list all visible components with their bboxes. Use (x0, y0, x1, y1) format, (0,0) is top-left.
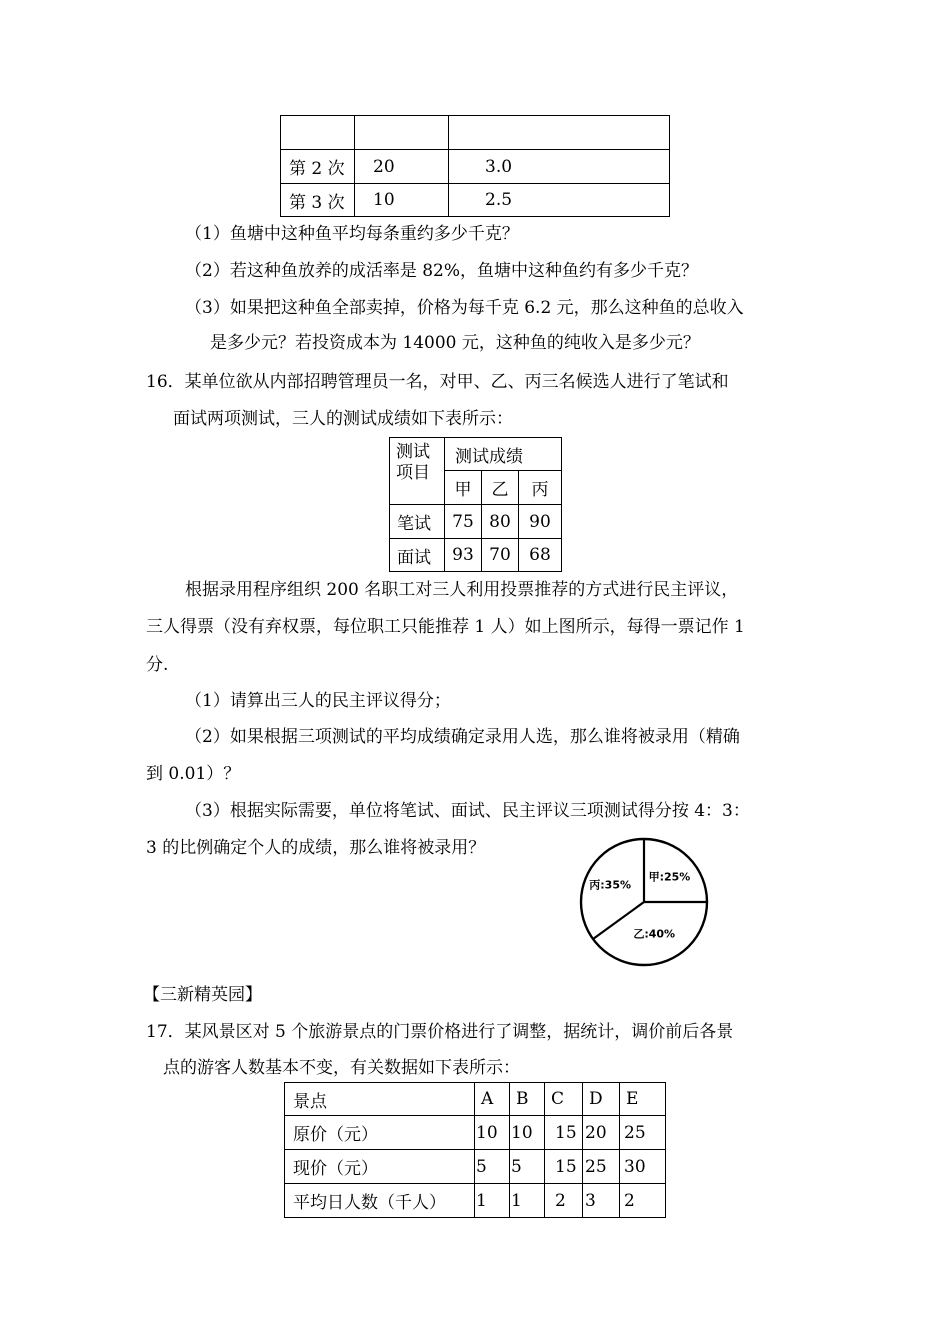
table-cell: D (583, 1083, 620, 1116)
pie-slice-label: 丙:35% (589, 878, 632, 892)
table-cell: 10 (510, 1116, 545, 1150)
table-cell: 20 (355, 150, 449, 184)
table-row (285, 1150, 666, 1184)
q16-part-3-line1: （3）根据实际需要，单位将笔试、面试、民主评议三项测试得分按 4：3： (185, 801, 750, 821)
candidate-header: 甲 (445, 471, 482, 505)
table-cell: 2 (620, 1184, 666, 1218)
table-cell: 20 (583, 1116, 620, 1150)
score-cell: 90 (519, 505, 562, 539)
table-cell (449, 116, 670, 150)
table-cell: A (475, 1083, 510, 1116)
table-cell: 1 (510, 1184, 545, 1218)
q15-part-1: （1）鱼塘中这种鱼平均每条重约多少千克？ (185, 224, 519, 244)
table-cell: 25 (620, 1116, 666, 1150)
table-row (285, 1184, 666, 1218)
table-cell: 5 (510, 1150, 545, 1184)
table-cell: 2 (545, 1184, 583, 1218)
q16-para-line2: 三人得票（没有弃权票，每位职工只能推荐 1 人）如上图所示，每得一票记作 1 (146, 617, 745, 637)
table-cell: 3 (583, 1184, 620, 1218)
q15-part-3-line2: 是多少元？若投资成本为 14000 元，这种鱼的纯收入是多少元？ (210, 333, 700, 353)
table-cell: 3.0 (449, 150, 670, 184)
q16-para-line1: 根据录用程序组织 200 名职工对三人利用投票推荐的方式进行民主评议， (185, 580, 739, 600)
score-cell: 68 (519, 539, 562, 572)
item-label: 面试 (390, 539, 445, 572)
ticket-table (284, 1082, 666, 1218)
table-row (285, 1083, 666, 1116)
q16-part-2-line2: 到 0.01）？ (146, 764, 241, 784)
table-cell: 5 (475, 1150, 510, 1184)
table-row (281, 150, 670, 184)
vote-pie-chart (570, 832, 720, 972)
fish-table (280, 115, 670, 217)
q16-intro-line1: 16．某单位欲从内部招聘管理员一名，对甲、乙、丙三名候选人进行了笔试和 (146, 372, 729, 392)
table-cell: 第 3 次 (281, 184, 355, 217)
table-cell: 原价（元） (285, 1116, 475, 1150)
table-cell: 2.5 (449, 184, 670, 217)
score-cell: 75 (445, 505, 482, 539)
table-row (285, 1116, 666, 1150)
table-cell: 30 (620, 1150, 666, 1184)
table-row (281, 184, 670, 217)
candidate-header: 乙 (482, 471, 519, 505)
table-cell (355, 116, 449, 150)
item-header: 测试项目 (390, 438, 445, 505)
table-cell: C (545, 1083, 583, 1116)
table-row (281, 116, 670, 150)
table-cell: 现价（元） (285, 1150, 475, 1184)
q15-part-3-line1: （3）如果把这种鱼全部卖掉，价格为每千克 6.2 元，那么这种鱼的总收入 (185, 298, 744, 318)
item-label: 笔试 (390, 505, 445, 539)
table-cell (281, 116, 355, 150)
table-cell: 15 (545, 1116, 583, 1150)
section-heading: 【三新精英园】 (143, 985, 262, 1005)
table-cell: 15 (545, 1150, 583, 1184)
score-header: 测试成绩 (445, 438, 562, 471)
table-row (390, 438, 562, 471)
table-cell: 第 2 次 (281, 150, 355, 184)
score-cell: 80 (482, 505, 519, 539)
table-cell: B (510, 1083, 545, 1116)
q16-part-2-line1: （2）如果根据三项测试的平均成绩确定录用人选，那么谁将被录用（精确 (185, 727, 740, 747)
pie-slice-label: 甲:25% (648, 870, 691, 884)
score-cell: 70 (482, 539, 519, 572)
q15-part-2: （2）若这种鱼放养的成活率是 82%，鱼塘中这种鱼约有多少千克？ (185, 261, 699, 281)
score-cell: 93 (445, 539, 482, 572)
q17-intro-line1: 17．某风景区对 5 个旅游景点的门票价格进行了调整，据统计，调价前后各景 (146, 1022, 734, 1042)
table-row (390, 539, 562, 572)
q16-part-1: （1）请算出三人的民主评议得分； (185, 691, 451, 711)
table-cell: 平均日人数（千人） (285, 1184, 475, 1218)
q16-part-3-line2: 3 的比例确定个人的成绩，那么谁将被录用？ (146, 838, 486, 858)
table-cell: E (620, 1083, 666, 1116)
q17-intro-line2: 点的游客人数基本不变，有关数据如下表所示： (163, 1058, 520, 1078)
table-cell: 10 (475, 1116, 510, 1150)
score-table (389, 437, 562, 572)
table-row (390, 505, 562, 539)
table-cell: 景点 (285, 1083, 475, 1116)
table-cell: 1 (475, 1184, 510, 1218)
q16-intro-line2: 面试两项测试，三人的测试成绩如下表所示： (173, 409, 513, 429)
candidate-header: 丙 (519, 471, 562, 505)
table-cell: 10 (355, 184, 449, 217)
table-cell: 25 (583, 1150, 620, 1184)
q16-para-line3: 分. (146, 655, 169, 675)
pie-slice-label: 乙:40% (633, 927, 676, 941)
